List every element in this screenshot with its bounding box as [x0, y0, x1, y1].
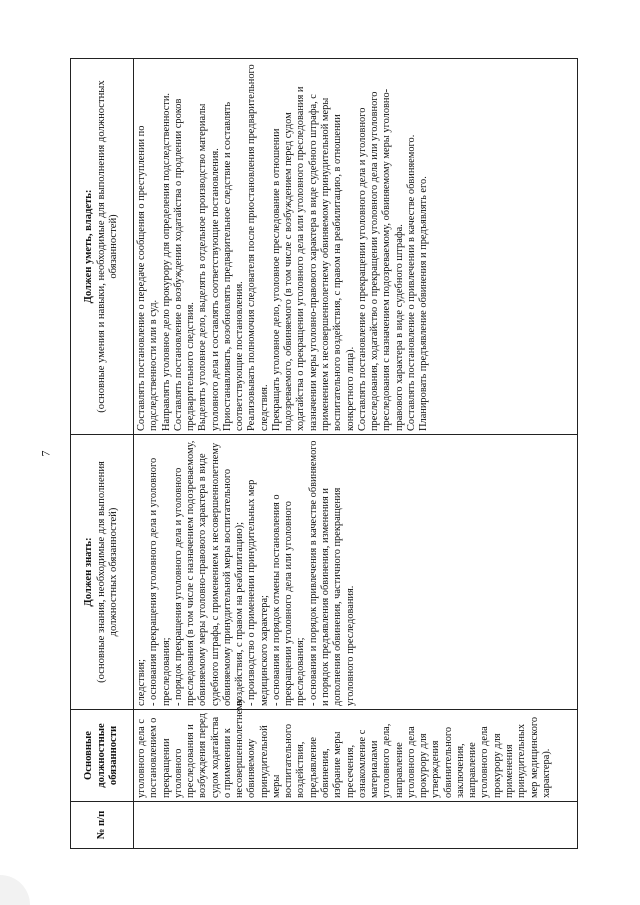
table-row: [134, 59, 578, 849]
skill-item: Планировать предъявление обвинения и предъявлять его.: [418, 176, 430, 431]
table-header-row: [71, 59, 134, 849]
header-skills: [71, 59, 134, 435]
skill-item: Составлять постановление о привлечении в качестве обвиняемого.: [405, 134, 417, 431]
skill-item: Составлять постановление о возбуждении ходатайства о продлении сроков предварительного следствия.: [172, 98, 197, 431]
header-skills-subtitle: (основные умения и навыки, необходимые для выполнения должностных обязанностей): [95, 80, 120, 413]
rotated-table-container: [70, 58, 578, 849]
skill-item: Приостанавливать, возобновлять предварительное следствие и составлять соответствующие постановления.: [221, 101, 246, 431]
header-number: № п/п: [71, 802, 134, 849]
skill-item: Составлять постановление о передаче сообщения о преступлении по подследственности или в суд.: [136, 125, 160, 431]
skill-item: Реализовывать полномочия следователя после приостановления предварительного следствия.: [246, 64, 270, 431]
knowledge-item: - основания и порядок привлечения в качестве обвиняемого и порядок предъявления обвинения, изменения и дополнения обвинения, частичного прекращения уголовного преследования.: [307, 440, 356, 706]
header-knowledge-subtitle: (основные знания, необходимые для выполнения должностных обязанностей): [95, 461, 120, 683]
page-number: 7: [38, 450, 53, 457]
skill-item: Направлять уголовное дело прокурору для определения подследственности.: [160, 92, 172, 431]
scan-page-corner: [0, 875, 30, 905]
header-duties: Основные должностные обязанности: [71, 710, 134, 802]
cell-skills: [134, 59, 578, 435]
competency-table: [70, 58, 578, 849]
cell-knowledge: [134, 435, 578, 710]
knowledge-item: - порядок прекращения уголовного дела и уголовного преследования (в том числе с назначением подозреваемому, обвиняемому меры уголовно-правового характера в виде судебного штрафа, с применением к несовершеннолетнему обвиняемому принудительной меры воспитательного воздействия, с правом на реабилитацию);: [172, 440, 246, 706]
cell-number: [134, 802, 578, 849]
skill-item: Составлять постановление о прекращении уголовного дела и уголовного преследования, ходатайство о прекращении уголовного дела или уголовного преследования с назначением подозреваемому, обвиняемому меры уголовно-правового характера в виде судебного штрафа.: [356, 88, 405, 431]
knowledge-item: следствия;: [136, 659, 147, 706]
knowledge-item: - основания прекращения уголовного дела и уголовного преследования;: [148, 457, 172, 706]
skill-item: Выделять уголовное дело, выделять в отдельное производство материалы уголовного дела и составлять соответствующие постановления.: [197, 103, 221, 431]
header-knowledge-title: Должен знать:: [83, 537, 95, 607]
knowledge-item: - основания и порядок отмены постановления о прекращении уголовного дела или уголовного преследования;: [270, 494, 307, 706]
cell-duties: уголовного дела с постановлением о прекращении уголовного преследования и возбуждения перед судом ходатайства о применении к несовершеннолетнему обвиняемому принудительной меры воспитательного воздействия, предъявление обвинения, избрание меры пресечения, ознакомление с материалами уголовного дела, направление уголовного дела прокурору для утверждения обвинительного заключения, направление уголовного дела прокурору для применения принудительных мер медицинского характера).: [134, 710, 578, 802]
skill-item: Прекращать уголовное дело, уголовное преследование в отношении подозреваемого, обвиняемого (в том числе с возбуждением перед судом ходатайства о прекращении уголовного дела или уголовного преследования и назначении меры уголовно-правового характера в виде судебного штрафа, с применением к несовершеннолетнему обвиняемому принудительной меры воспитательного воздействия, с правом на реабилитацию, в отношении конкретного лица).: [270, 86, 356, 431]
header-knowledge: [71, 435, 134, 710]
knowledge-item: - производство о применении принудительных мер медицинского характера;: [246, 479, 270, 706]
header-skills-title: Должен уметь, владеть:: [83, 189, 95, 304]
